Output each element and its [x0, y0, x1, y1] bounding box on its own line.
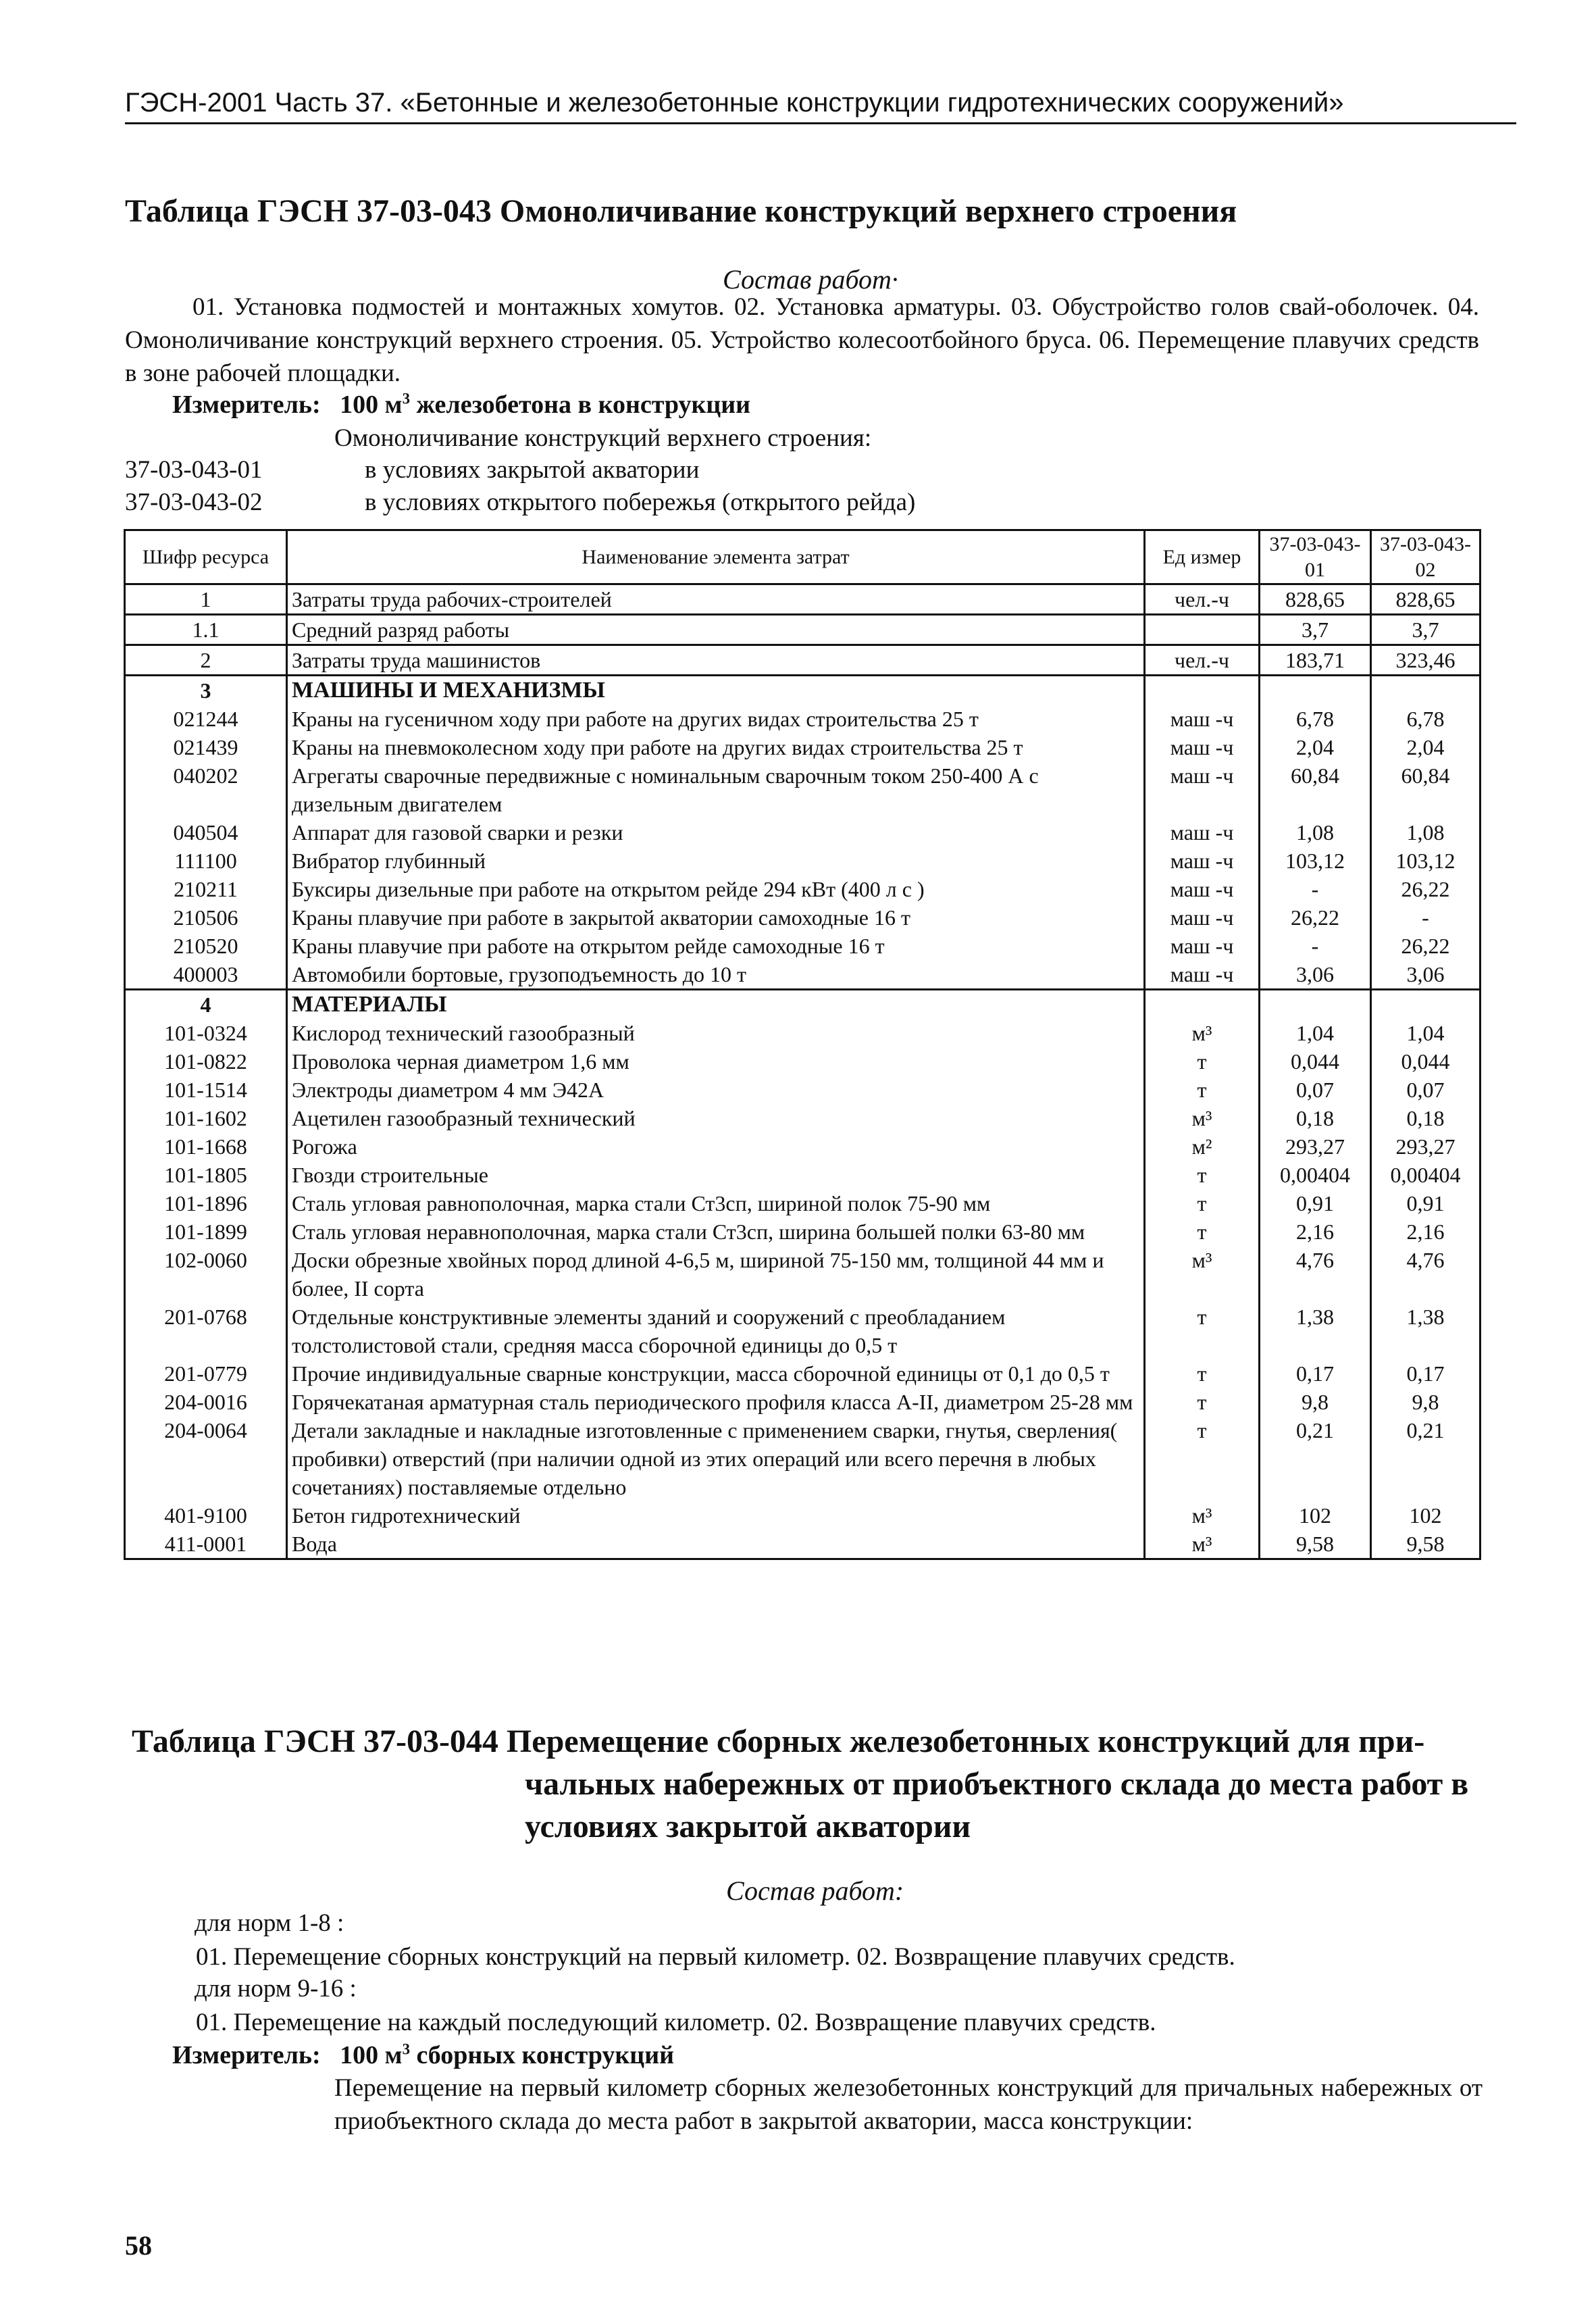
row-value-1: 293,27 [1260, 1132, 1371, 1161]
description-044: Перемещение на первый километр сборных железобетонных конструкций для причальных набережных от приобъектного склада до места работ в закрытой акватории, масса конструкции: [334, 2074, 1483, 2135]
norms-range-1-8: для норм 1-8 : [195, 1909, 344, 1937]
row-value-2: 9,8 [1371, 1388, 1481, 1416]
row-value-1: 2,16 [1260, 1217, 1371, 1246]
norm-text: в условиях открытого побережья (открытого рейда) [365, 488, 916, 516]
composition-title-044: Состав работ: [726, 1876, 904, 1906]
row-unit: маш -ч [1145, 733, 1260, 761]
row-value-1: 102 [1260, 1501, 1371, 1530]
row-name: Краны на гусеничном ходу при работе на других видах строительства 25 т [287, 705, 1145, 733]
row-name: Проволока черная диаметром 1,6 мм [287, 1047, 1145, 1076]
row-unit: т [1145, 1189, 1260, 1217]
table-row [125, 932, 1481, 960]
row-code: 101-1668 [125, 1132, 287, 1161]
row-value-1: 0,21 [1260, 1416, 1371, 1501]
col-header-unit: Ед измер [1145, 530, 1260, 584]
row-unit: м² [1145, 1132, 1260, 1161]
row-code: 101-1805 [125, 1161, 287, 1189]
row-unit: т [1145, 1303, 1260, 1359]
table-row [125, 847, 1481, 875]
row-value-1: 3,06 [1260, 960, 1371, 990]
table-row [125, 875, 1481, 903]
row-unit [1145, 676, 1260, 705]
row-value-2: 293,27 [1371, 1132, 1481, 1161]
row-unit: чел.-ч [1145, 584, 1260, 615]
col-header-norm-1: 37-03-043-01 [1260, 530, 1371, 584]
row-value-2: 1,08 [1371, 818, 1481, 847]
row-name: Отдельные конструктивные элементы зданий и сооружений с преобладанием толстолистовой стали, средняя масса сборочной единицы до 0,5 т [287, 1303, 1145, 1359]
table-row [125, 1246, 1481, 1303]
row-value-2: 0,18 [1371, 1104, 1481, 1132]
table-row [125, 1501, 1481, 1530]
table-row [125, 1132, 1481, 1161]
composition-text-043: 01. Установка подмостей и монтажных хомутов. 02. Установка арматуры. 03. Обустройство голов свай-оболочек. 04. Омоноличивание конструкций верхнего строения. 05. Устройство колесоотбойного бруса. 06. Перемещение плавучих средств в зоне рабочей площадки. [125, 293, 1479, 387]
row-code: 400003 [125, 960, 287, 990]
row-name: Гвозди строительные [287, 1161, 1145, 1189]
row-value-2: 0,044 [1371, 1047, 1481, 1076]
row-code: 040504 [125, 818, 287, 847]
row-code: 204-0016 [125, 1388, 287, 1416]
row-code: 101-0822 [125, 1047, 287, 1076]
row-value-1 [1260, 676, 1371, 705]
row-name: Агрегаты сварочные передвижные с номинальным сварочным током 250-400 А с дизельным двигателем [287, 761, 1145, 818]
row-value-1: 0,044 [1260, 1047, 1371, 1076]
row-value-2 [1371, 990, 1481, 1020]
row-code: 201-0779 [125, 1359, 287, 1388]
row-unit: маш -ч [1145, 903, 1260, 932]
row-unit: т [1145, 1047, 1260, 1076]
meter-label: Измеритель: [172, 391, 321, 419]
meter-value: 100 $м^3$ сборных конструкций [340, 2040, 674, 2069]
row-name: Кислород технический газообразный [287, 1019, 1145, 1047]
row-value-1: 183,71 [1260, 645, 1371, 676]
row-code: 1.1 [125, 615, 287, 645]
row-value-1: 0,17 [1260, 1359, 1371, 1388]
row-unit: маш -ч [1145, 932, 1260, 960]
row-value-2: 0,21 [1371, 1416, 1481, 1501]
row-unit: м³ [1145, 1501, 1260, 1530]
row-value-2: 26,22 [1371, 932, 1481, 960]
table-row [125, 1217, 1481, 1246]
row-value-1: 0,00404 [1260, 1161, 1371, 1189]
row-code: 101-1896 [125, 1189, 287, 1217]
row-value-1: 4,76 [1260, 1246, 1371, 1303]
row-code: 101-1899 [125, 1217, 287, 1246]
col-header-name: Наименование элемента затрат [287, 530, 1145, 584]
row-unit: маш -ч [1145, 960, 1260, 990]
row-unit: т [1145, 1388, 1260, 1416]
row-value-2: 0,91 [1371, 1189, 1481, 1217]
table-row [125, 1388, 1481, 1416]
row-code: 4 [125, 990, 287, 1020]
row-code: 101-1514 [125, 1076, 287, 1104]
row-value-2: 3,7 [1371, 615, 1481, 645]
row-code: 210506 [125, 903, 287, 932]
row-unit: м³ [1145, 1246, 1260, 1303]
row-value-2: 26,22 [1371, 875, 1481, 903]
section-row-machines [125, 676, 1481, 705]
table-row [125, 1047, 1481, 1076]
row-unit: м³ [1145, 1530, 1260, 1559]
table-row [125, 1104, 1481, 1132]
row-value-1: 6,78 [1260, 705, 1371, 733]
row-unit: чел.-ч [1145, 645, 1260, 676]
row-value-1: 3,7 [1260, 615, 1371, 645]
row-value-1: 1,08 [1260, 818, 1371, 847]
row-code: 401-9100 [125, 1501, 287, 1530]
row-code: 411-0001 [125, 1530, 287, 1559]
row-value-2: 0,17 [1371, 1359, 1481, 1388]
row-unit: т [1145, 1217, 1260, 1246]
table-row [125, 705, 1481, 733]
row-name: Затраты труда машинистов [287, 645, 1145, 676]
row-value-1: 103,12 [1260, 847, 1371, 875]
row-value-2: 102 [1371, 1501, 1481, 1530]
table-row [125, 1530, 1481, 1559]
row-unit: т [1145, 1416, 1260, 1501]
row-name: Сталь угловая равнополочная, марка стали Ст3сп, шириной полок 75-90 мм [287, 1189, 1145, 1217]
row-value-2: 3,06 [1371, 960, 1481, 990]
row-value-1: 9,8 [1260, 1388, 1371, 1416]
row-value-2: 828,65 [1371, 584, 1481, 615]
table-row [125, 615, 1481, 645]
section-row-materials [125, 990, 1481, 1020]
row-value-2 [1371, 676, 1481, 705]
row-unit: маш -ч [1145, 761, 1260, 818]
row-name: Автомобили бортовые, грузоподъемность до 10 т [287, 960, 1145, 990]
col-header-norm-2: 37-03-043-02 [1371, 530, 1481, 584]
table-043-title: Таблица ГЭСН 37-03-043 Омоноличивание конструкций верхнего строения [125, 193, 1237, 229]
row-value-1: - [1260, 932, 1371, 960]
table-row [125, 584, 1481, 615]
row-name: Прочие индивидуальные сварные конструкции, масса сборочной единицы от 0,1 до 0,5 т [287, 1359, 1145, 1388]
row-code: 210520 [125, 932, 287, 960]
row-name: Буксиры дизельные при работе на открытом рейде 294 кВт (400 л с ) [287, 875, 1145, 903]
table-row [125, 761, 1481, 818]
table-row [125, 733, 1481, 761]
row-value-1: 60,84 [1260, 761, 1371, 818]
row-name: Ацетилен газообразный технический [287, 1104, 1145, 1132]
norm-text: в условиях закрытой акватории [365, 456, 700, 484]
meter-043 [172, 388, 750, 421]
row-code: 1 [125, 584, 287, 615]
row-value-1: 0,18 [1260, 1104, 1371, 1132]
row-value-2: 103,12 [1371, 847, 1481, 875]
table-row [125, 1416, 1481, 1501]
col-header-code: Шифр ресурса [125, 530, 287, 584]
section-heading: МАТЕРИАЛЫ [287, 990, 1145, 1020]
meter-label: Измеритель: [172, 2041, 321, 2069]
row-value-2: 0,00404 [1371, 1161, 1481, 1189]
table-row [125, 1359, 1481, 1388]
row-name: Горячекатаная арматурная сталь периодического профиля класса А-II, диаметром 25-28 мм [287, 1388, 1145, 1416]
table-044-title: Таблица ГЭСН 37-03-044 Перемещение сборных железобетонных конструкций для при- [132, 1724, 1425, 1759]
row-value-2: 0,07 [1371, 1076, 1481, 1104]
table-row [125, 1189, 1481, 1217]
row-value-2: 323,46 [1371, 645, 1481, 676]
row-code: 2 [125, 645, 287, 676]
row-unit: т [1145, 1076, 1260, 1104]
norm-code: 37-03-043-01 [125, 456, 263, 484]
row-value-1: 26,22 [1260, 903, 1371, 932]
row-unit: м³ [1145, 1104, 1260, 1132]
row-value-1: 1,38 [1260, 1303, 1371, 1359]
row-name: Сталь угловая неравнополочная, марка стали Ст3сп, ширина большей полки 63-80 мм [287, 1217, 1145, 1246]
row-unit: маш -ч [1145, 875, 1260, 903]
table-row [125, 818, 1481, 847]
row-value-1 [1260, 990, 1371, 1020]
norms-subheading-043: Омоноличивание конструкций верхнего строения: [334, 424, 872, 452]
row-value-1: 0,91 [1260, 1189, 1371, 1217]
table-row [125, 960, 1481, 990]
row-unit [1145, 990, 1260, 1020]
composition-text-9-16: 01. Перемещение на каждый последующий километр. 02. Возвращение плавучих средств. [196, 2009, 1156, 2036]
row-name: Рогожа [287, 1132, 1145, 1161]
row-name: Доски обрезные хвойных пород длиной 4-6,5 м, шириной 75-150 мм, толщиной 44 мм и более, II сорта [287, 1246, 1145, 1303]
row-code: 101-0324 [125, 1019, 287, 1047]
row-code: 111100 [125, 847, 287, 875]
meter-value: 100 $м^3$ железобетона в конструкции [340, 390, 751, 419]
table-row [125, 1303, 1481, 1359]
row-value-2: 4,76 [1371, 1246, 1481, 1303]
row-name: Краны на пневмоколесном ходу при работе на других видах строительства 25 т [287, 733, 1145, 761]
row-code: 102-0060 [125, 1246, 287, 1303]
row-value-2: 9,58 [1371, 1530, 1481, 1559]
table-044-title-line3: условиях закрытой акватории [525, 1809, 971, 1844]
table-row [125, 903, 1481, 932]
row-value-2: 2,04 [1371, 733, 1481, 761]
table-row [125, 1019, 1481, 1047]
row-name: Вибратор глубинный [287, 847, 1145, 875]
table-044-title-line2: чальных набережных от приобъектного склада до места работ в [525, 1766, 1469, 1802]
composition-title-043: Состав работ· [723, 264, 898, 295]
row-value-1: 2,04 [1260, 733, 1371, 761]
row-code: 101-1602 [125, 1104, 287, 1132]
row-value-2: 6,78 [1371, 705, 1481, 733]
row-value-2: 1,04 [1371, 1019, 1481, 1047]
row-value-1: 9,58 [1260, 1530, 1371, 1559]
row-unit: маш -ч [1145, 705, 1260, 733]
row-unit: м³ [1145, 1019, 1260, 1047]
resource-table-043 [124, 529, 1481, 1560]
row-value-1: 828,65 [1260, 584, 1371, 615]
row-name: Аппарат для газовой сварки и резки [287, 818, 1145, 847]
row-unit: т [1145, 1161, 1260, 1189]
row-name: Вода [287, 1530, 1145, 1559]
composition-text-1-8: 01. Перемещение сборных конструкций на первый километр. 02. Возвращение плавучих средств. [196, 1943, 1235, 1971]
page-number: 58 [125, 2230, 152, 2261]
row-name: Краны плавучие при работе в закрытой акватории самоходные 16 т [287, 903, 1145, 932]
table-row [125, 1076, 1481, 1104]
row-code: 021244 [125, 705, 287, 733]
header-rule [125, 122, 1516, 124]
norm-code: 37-03-043-02 [125, 488, 263, 516]
table-row [125, 1161, 1481, 1189]
row-code: 201-0768 [125, 1303, 287, 1359]
row-unit: маш -ч [1145, 818, 1260, 847]
running-header: ГЭСН-2001 Часть 37. «Бетонные и железобетонные конструкции гидротехнических сооружений» [125, 88, 1344, 118]
row-unit: маш -ч [1145, 847, 1260, 875]
row-unit [1145, 615, 1260, 645]
table-row [125, 645, 1481, 676]
row-code: 021439 [125, 733, 287, 761]
row-code: 204-0064 [125, 1416, 287, 1501]
row-code: 3 [125, 676, 287, 705]
row-value-2: - [1371, 903, 1481, 932]
row-value-1: - [1260, 875, 1371, 903]
row-name: Бетон гидротехнический [287, 1501, 1145, 1530]
row-name: Затраты труда рабочих-строителей [287, 584, 1145, 615]
meter-044 [172, 2039, 674, 2071]
row-value-2: 1,38 [1371, 1303, 1481, 1359]
row-value-1: 1,04 [1260, 1019, 1371, 1047]
row-value-1: 0,07 [1260, 1076, 1371, 1104]
row-unit: т [1145, 1359, 1260, 1388]
row-value-2: 2,16 [1371, 1217, 1481, 1246]
row-code: 040202 [125, 761, 287, 818]
norms-range-9-16: для норм 9-16 : [195, 1975, 357, 2003]
row-name: Детали закладные и накладные изготовленные с применением сварки, гнутья, сверления( пробивки) отверстий (при наличии одной из этих операций или всего перечня в любых сочетаниях) поставляемые отдельно [287, 1416, 1145, 1501]
row-name: Краны плавучие при работе на открытом рейде самоходные 16 т [287, 932, 1145, 960]
row-name: Средний разряд работы [287, 615, 1145, 645]
row-value-2: 60,84 [1371, 761, 1481, 818]
row-name: Электроды диаметром 4 мм Э42А [287, 1076, 1145, 1104]
row-code: 210211 [125, 875, 287, 903]
section-heading: МАШИНЫ И МЕХАНИЗМЫ [287, 676, 1145, 705]
